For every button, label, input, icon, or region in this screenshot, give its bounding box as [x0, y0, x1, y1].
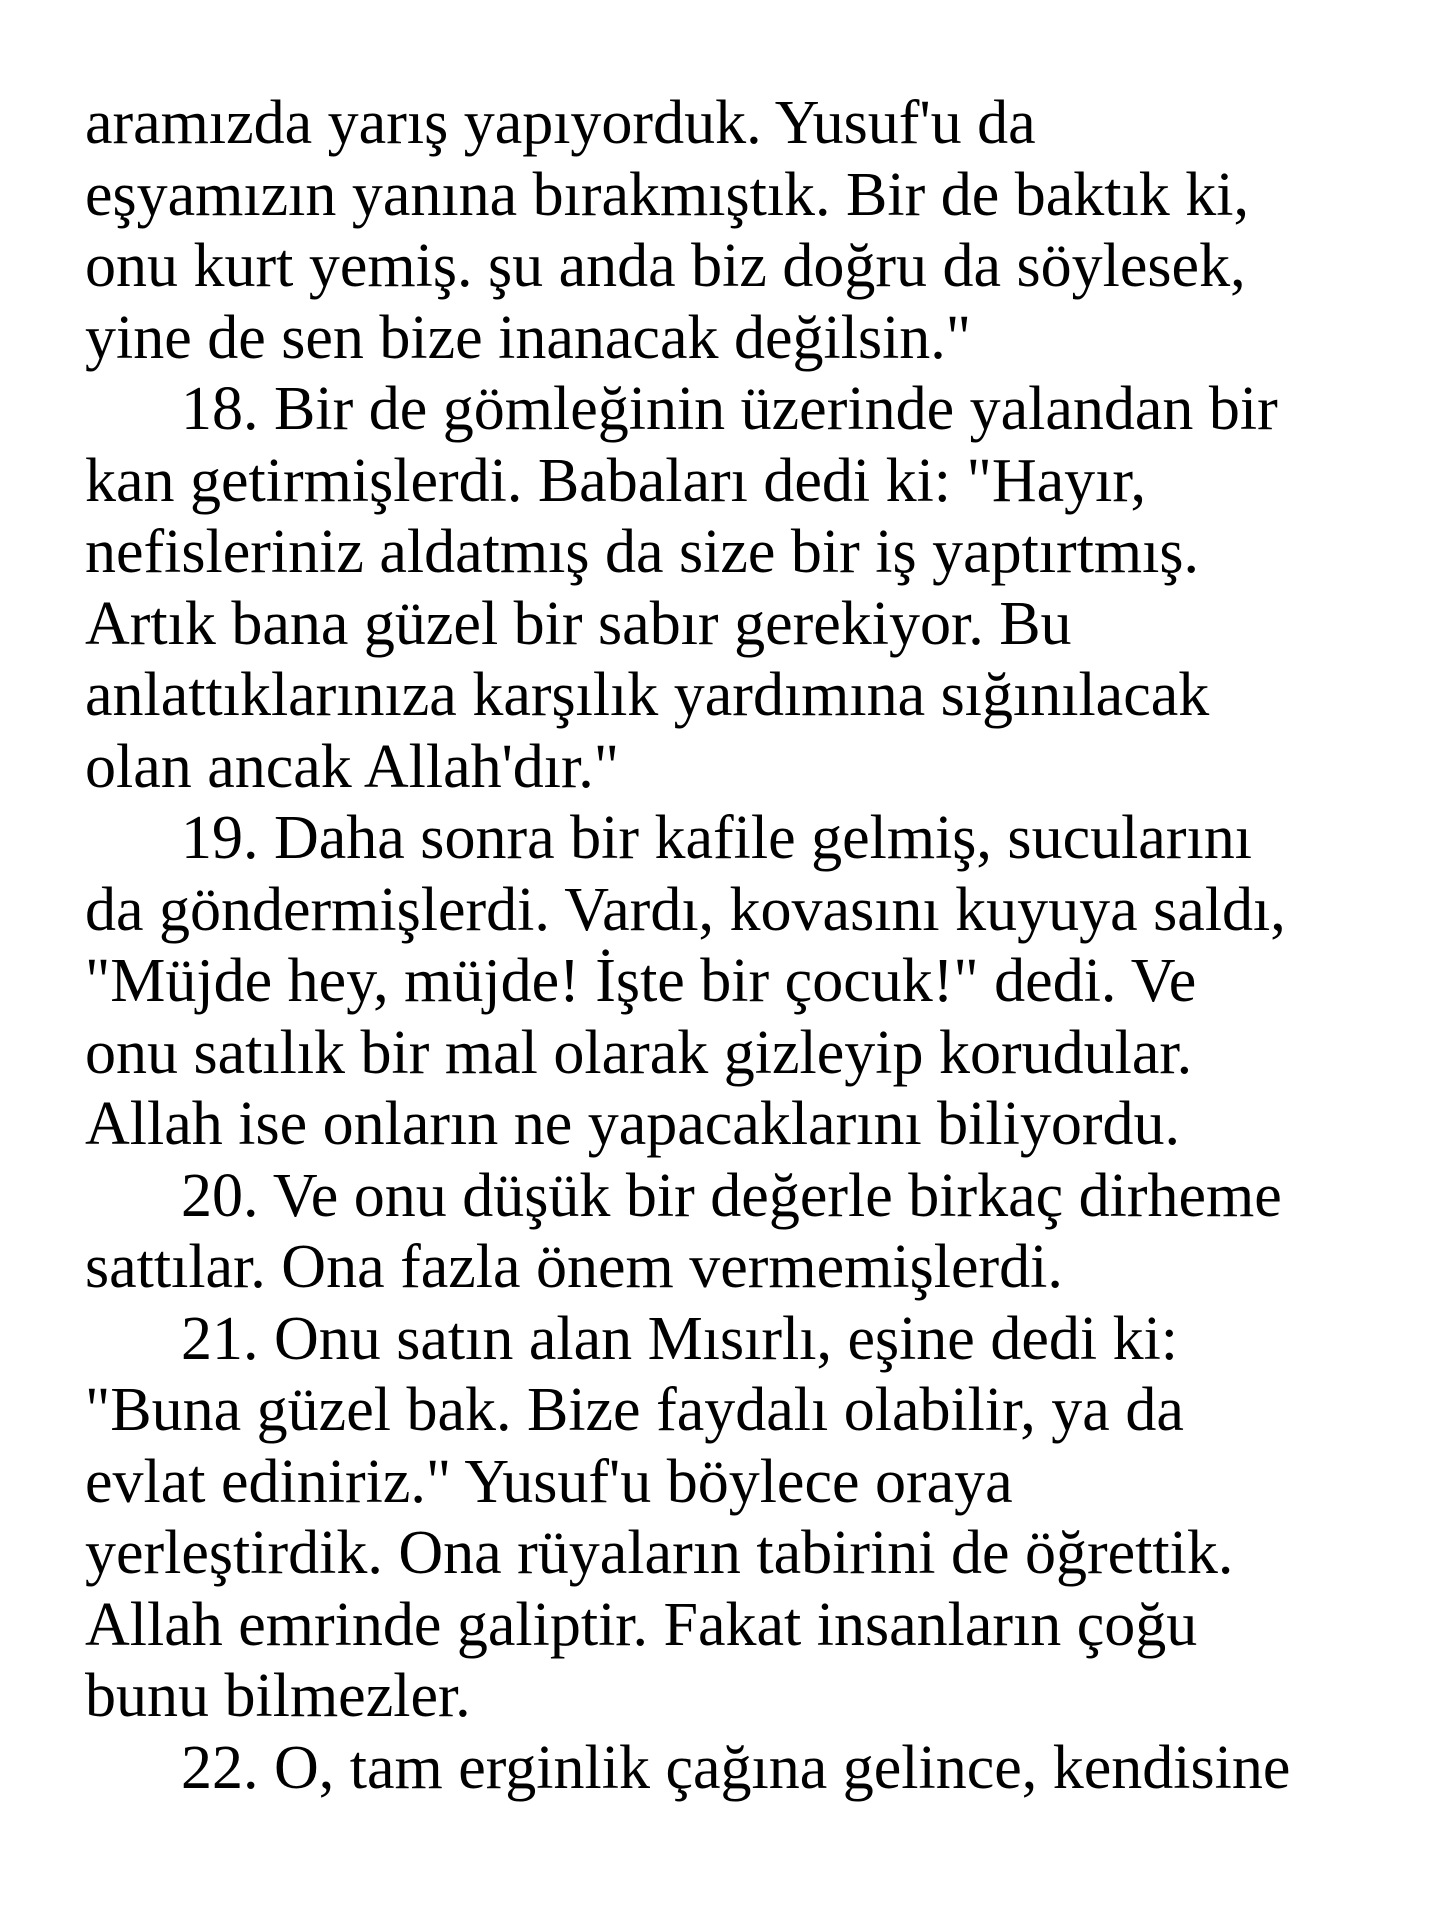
text-line: anlattıklarınıza karşılık yardımına sığınılacak — [85, 661, 1210, 729]
text-line: sattılar. Ona fazla önem vermemişlerdi. — [85, 1233, 1063, 1301]
text-line: Allah emrinde galiptir. Fakat insanların çoğu — [85, 1590, 1198, 1659]
text-line: Allah ise onların ne yapacaklarını biliyordu. — [85, 1090, 1180, 1158]
text-line: onu satılık bir mal olarak gizleyip korudular. — [85, 1018, 1193, 1087]
text-line: kan getirmişlerdi. Babaları dedi ki: "Hayır, — [85, 446, 1147, 515]
text-line: "Buna güzel bak. Bize faydalı olabilir, ya da — [85, 1376, 1184, 1444]
verse-20-start: 20. Ve onu düşük bir değerle birkaç dirheme — [181, 1161, 1282, 1230]
text-line: olan ancak Allah'dır." — [85, 732, 620, 801]
verse-18-start: 18. Bir de gömleğinin üzerinde yalandan bir — [181, 375, 1278, 443]
text-line: eşyamızın yanına bırakmıştık. Bir de baktık ki, — [85, 160, 1249, 229]
text-line: "Müjde hey, müjde! İşte bir çocuk!" dedi. Ve — [85, 947, 1197, 1015]
text-line: da göndermişlerdi. Vardı, kovasını kuyuya saldı, — [85, 875, 1286, 944]
verse-22-start: 22. O, tam erginlik çağına gelince, kendisine — [181, 1733, 1291, 1802]
text-line: onu kurt yemiş. şu anda biz doğru da söylesek, — [85, 232, 1246, 300]
verse-21-start: 21. Onu satın alan Mısırlı, eşine dedi ki: — [181, 1304, 1179, 1373]
text-line: yine de sen bize inanacak değilsin." — [85, 303, 972, 372]
text-line: nefisleriniz aldatmış da size bir iş yaptırtmış. — [85, 518, 1200, 586]
text-line: evlat ediniriz." Yusuf'u böylece oraya — [85, 1447, 1013, 1516]
text-line: aramızda yarış yapıyorduk. Yusuf'u da — [85, 89, 1036, 157]
verse-19-start: 19. Daha sonra bir kafile gelmiş, sucularını — [181, 804, 1252, 872]
text-line: bunu bilmezler. — [85, 1662, 471, 1730]
body-text — [85, 88, 1405, 1804]
text-line: yerleştirdik. Ona rüyaların tabirini de öğrettik. — [85, 1519, 1234, 1587]
text-line: Artık bana güzel bir sabır gerekiyor. Bu — [85, 589, 1072, 658]
